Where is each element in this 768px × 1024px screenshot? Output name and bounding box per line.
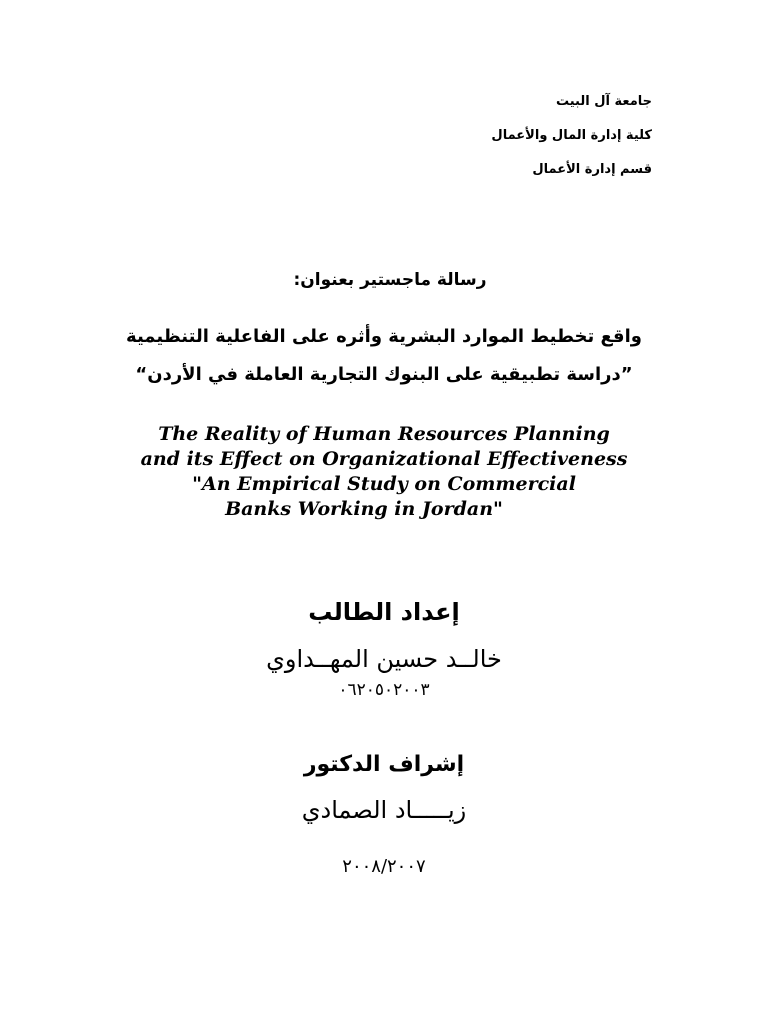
faculty-name: كلية إدارة المال والأعمال <box>491 128 652 143</box>
english-title-line: Banks Working in Jordan" <box>225 498 503 520</box>
academic-year: ٢٠٠٨/٢٠٠٧ <box>342 856 426 877</box>
university-name: جامعة آل البيت <box>555 94 652 109</box>
institution-header <box>491 90 652 192</box>
student-id: ٠٦٢٠٥٠٢٠٠٣ <box>338 680 430 700</box>
department-name: قسم إدارة الأعمال <box>532 162 652 177</box>
english-title-line: "An Empirical Study on Commercial <box>192 473 576 495</box>
supervisor-name: زيـــــاد الصمادي <box>301 796 467 824</box>
prepared-by-label: إعداد الطالب <box>308 598 460 626</box>
arabic-title-line-1: واقع تخطيط الموارد البشرية وأثره على الفاعلية التنظيمية <box>126 326 642 347</box>
english-title-line: The Reality of Human Resources Planning <box>158 423 610 445</box>
english-title <box>134 422 634 522</box>
student-name: خالــد حسين المهــداوي <box>266 645 502 673</box>
thesis-label: رسالة ماجستير بعنوان: <box>293 270 487 290</box>
english-title-line: and its Effect on Organizational Effectiveness <box>140 448 628 470</box>
supervision-label: إشراف الدكتور <box>303 752 465 777</box>
arabic-title-line-2: ”دراسة تطبيقية على البنوك التجارية العاملة في الأردن“ <box>135 364 633 385</box>
